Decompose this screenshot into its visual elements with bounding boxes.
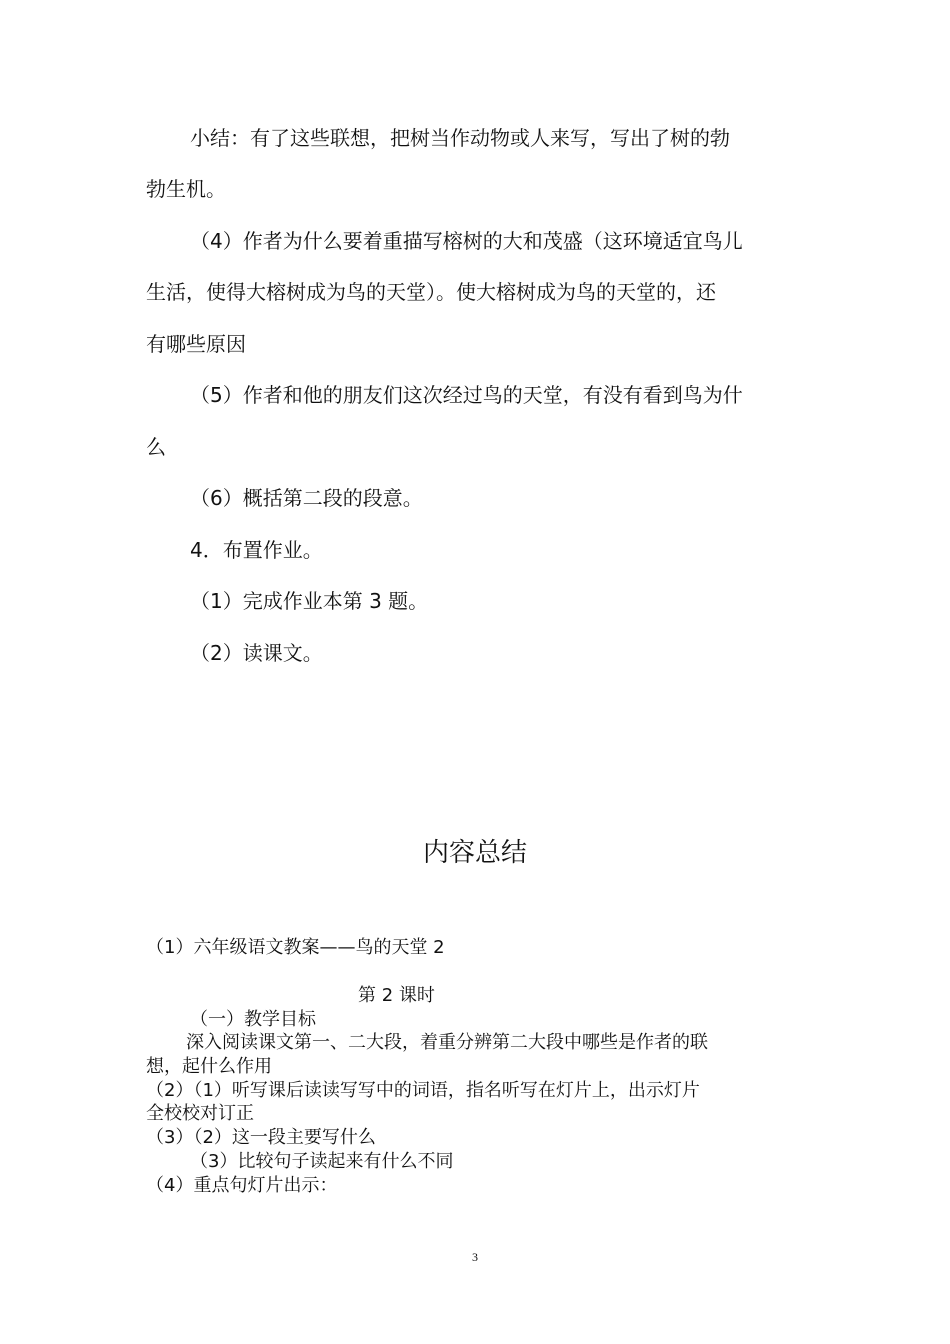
body-paragraph: （6）概括第二段的段意。 (190, 486, 423, 510)
body-paragraph: （1）完成作业本第 3 题。 (190, 589, 429, 613)
body-paragraph: 么 (146, 435, 166, 459)
summary-line: （4）重点句灯片出示： (146, 1175, 338, 1196)
summary-heading: 内容总结 (422, 838, 527, 868)
body-paragraph: （2）读课文。 (190, 641, 323, 665)
summary-line: 全校校对订正 (146, 1103, 254, 1124)
body-paragraph: （5）作者和他的朋友们这次经过鸟的天堂，有没有看到鸟为什 (190, 383, 743, 407)
body-paragraph: 有哪些原因 (146, 332, 246, 356)
summary-line: （3）（2）这一段主要写什么 (146, 1127, 376, 1148)
body-paragraph: 勃生机。 (146, 177, 226, 201)
body-paragraph: 4．布置作业。 (190, 538, 323, 562)
summary-line: 深入阅读课文第一、二大段，着重分辨第二大段中哪些是作者的联 (186, 1032, 708, 1053)
body-paragraph: 生活，使得大榕树成为鸟的天堂）。使大榕树成为鸟的天堂的，还 (146, 280, 716, 304)
summary-line: 想，起什么作用 (146, 1056, 272, 1077)
summary-line: （一）教学目标 (190, 1009, 316, 1030)
summary-line: （3）比较句子读起来有什么不同 (190, 1151, 454, 1172)
summary-line: 第 2 课时 (358, 985, 435, 1006)
summary-line: （2）（1）听写课后读读写写中的词语，指名听写在灯片上，出示灯片 (146, 1080, 700, 1101)
summary-line: （1）六年级语文教案——鸟的天堂 2 (146, 937, 445, 958)
body-paragraph: 小结：有了这些联想，把树当作动物或人来写，写出了树的勃 (190, 126, 730, 150)
body-paragraph: （4）作者为什么要着重描写榕树的大和茂盛（这环境适宜鸟儿 (190, 229, 743, 253)
page-number: 3 (472, 1250, 478, 1264)
